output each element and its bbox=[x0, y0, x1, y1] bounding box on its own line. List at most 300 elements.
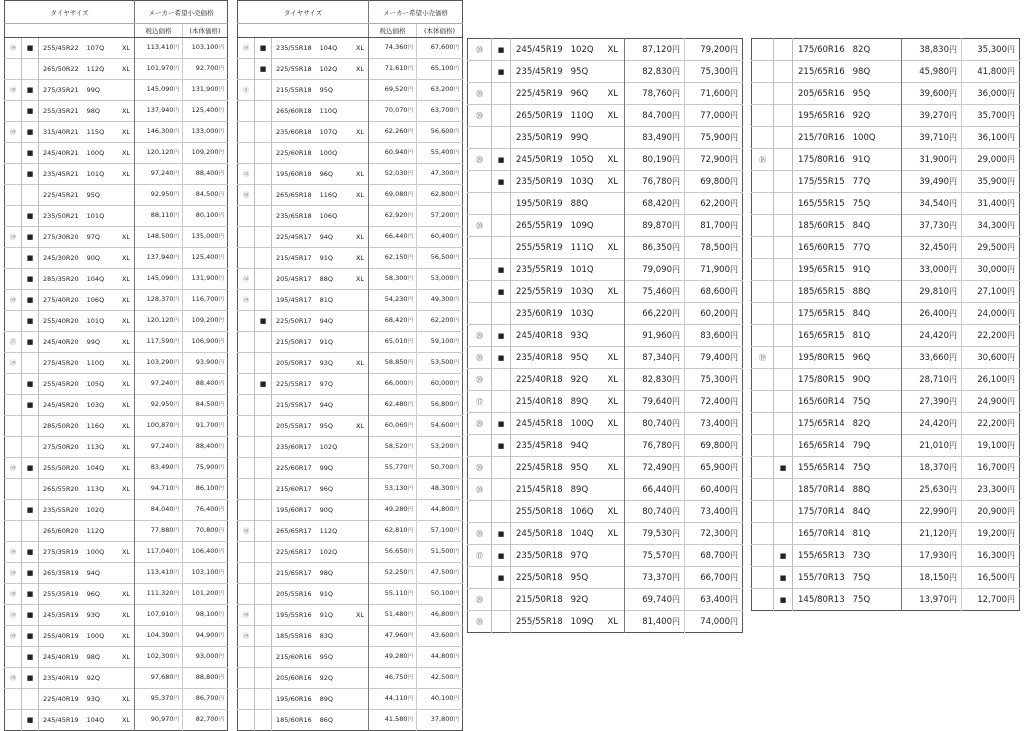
square-mark-cell bbox=[22, 80, 39, 101]
square-mark-cell bbox=[22, 542, 39, 563]
tire-size: 215/55R17 bbox=[276, 400, 312, 409]
load-speed-index: 75Q bbox=[852, 198, 871, 209]
table-row bbox=[468, 523, 743, 545]
circle-number-cell bbox=[5, 395, 22, 416]
tax-included-price: 146,300 bbox=[146, 127, 174, 135]
base-price-cell bbox=[183, 101, 228, 122]
square-mark-cell bbox=[255, 101, 272, 122]
circle-number-cell bbox=[752, 413, 774, 435]
circle-number: ⑲ bbox=[242, 44, 249, 52]
yen-unit: 円 bbox=[1007, 396, 1015, 406]
square-mark-icon: ■ bbox=[779, 551, 787, 560]
circle-number-cell bbox=[238, 80, 255, 101]
tax-included-price: 69,520 bbox=[384, 85, 408, 93]
yen-unit: 円 bbox=[407, 129, 414, 135]
circle-number-cell bbox=[468, 39, 492, 61]
xl-label: XL bbox=[121, 463, 131, 472]
base-price-cell bbox=[183, 248, 228, 269]
tax-included-price: 68,420 bbox=[384, 316, 408, 324]
yen-unit: 円 bbox=[173, 171, 180, 177]
tax-included-price-cell bbox=[369, 122, 417, 143]
base-price-cell bbox=[417, 542, 463, 563]
tire-size-cell bbox=[39, 38, 135, 59]
table-row bbox=[468, 611, 743, 633]
yen-unit: 円 bbox=[672, 286, 680, 296]
yen-unit: 円 bbox=[949, 506, 957, 516]
square-mark-icon: ■ bbox=[497, 573, 505, 582]
tax-included-price: 66,000 bbox=[384, 379, 408, 387]
base-price: 74,000 bbox=[700, 616, 730, 627]
tire-size: 245/45R18 bbox=[516, 418, 563, 429]
circle-number-cell bbox=[5, 416, 22, 437]
square-mark-cell bbox=[492, 545, 511, 567]
table-row bbox=[238, 584, 463, 605]
tax-included-price-cell bbox=[135, 668, 183, 689]
circle-number-cell bbox=[752, 259, 774, 281]
tax-included-price-cell bbox=[625, 105, 685, 127]
load-speed-index: 110Q bbox=[319, 106, 338, 115]
yen-unit: 円 bbox=[407, 108, 414, 114]
tax-included-price: 97,240 bbox=[150, 442, 174, 450]
load-speed-index: 102Q bbox=[319, 547, 338, 556]
tax-included-price: 117,590 bbox=[146, 337, 174, 345]
tire-size-cell bbox=[39, 80, 135, 101]
yen-unit: 円 bbox=[453, 171, 460, 177]
circle-number: ⑲ bbox=[9, 233, 16, 241]
yen-unit: 円 bbox=[949, 264, 957, 274]
base-price-cell bbox=[962, 391, 1020, 413]
tax-included-price-cell bbox=[135, 290, 183, 311]
yen-unit: 円 bbox=[407, 87, 414, 93]
tire-size: 275/40R20 bbox=[43, 295, 79, 304]
tire-size-cell bbox=[793, 281, 902, 303]
yen-unit: 円 bbox=[1007, 176, 1015, 186]
tire-size-cell bbox=[272, 38, 369, 59]
circle-number: ⑱ bbox=[242, 527, 249, 535]
base-price: 86,700 bbox=[195, 694, 219, 702]
tax-included-price-cell bbox=[135, 353, 183, 374]
square-mark-cell bbox=[255, 311, 272, 332]
tire-size: 195/60R16 bbox=[276, 694, 312, 703]
base-price-cell bbox=[962, 83, 1020, 105]
tax-included-price-cell bbox=[135, 563, 183, 584]
tax-included-price-cell bbox=[625, 545, 685, 567]
table-row bbox=[5, 521, 228, 542]
square-mark-cell bbox=[255, 668, 272, 689]
table-row bbox=[752, 83, 1020, 105]
square-mark-cell bbox=[22, 626, 39, 647]
square-mark-cell bbox=[492, 127, 511, 149]
base-price-cell bbox=[417, 437, 463, 458]
tax-included-price-cell bbox=[369, 332, 417, 353]
tire-size: 225/45R17 bbox=[276, 232, 312, 241]
tax-included-price: 56,650 bbox=[384, 547, 408, 555]
circle-number-cell bbox=[238, 458, 255, 479]
tire-size-cell bbox=[511, 303, 625, 325]
circle-number-cell bbox=[238, 626, 255, 647]
table-row bbox=[752, 303, 1020, 325]
circle-number: ⑳ bbox=[476, 89, 483, 98]
base-price-cell bbox=[962, 39, 1020, 61]
tax-included-price: 74,360 bbox=[384, 43, 408, 51]
tire-size: 235/55R19 bbox=[516, 264, 563, 275]
tax-included-price: 41,580 bbox=[384, 715, 408, 723]
tax-included-price-cell bbox=[369, 353, 417, 374]
yen-unit: 円 bbox=[672, 88, 680, 98]
tire-size-cell bbox=[272, 290, 369, 311]
tax-included-price: 81,400 bbox=[642, 616, 672, 627]
yen-unit: 円 bbox=[453, 549, 460, 555]
tax-included-price-cell bbox=[135, 395, 183, 416]
base-price-cell bbox=[183, 626, 228, 647]
yen-unit: 円 bbox=[218, 360, 225, 366]
base-price-cell bbox=[685, 501, 743, 523]
tire-size-cell bbox=[39, 248, 135, 269]
circle-number-cell bbox=[5, 710, 22, 731]
yen-unit: 円 bbox=[407, 318, 414, 324]
load-speed-index: 93Q bbox=[319, 358, 334, 367]
tax-included-price: 18,150 bbox=[919, 572, 949, 583]
square-mark-cell bbox=[774, 413, 793, 435]
tax-included-price: 83,490 bbox=[150, 463, 174, 471]
tax-included-price: 21,120 bbox=[919, 528, 949, 539]
square-mark-icon: ■ bbox=[26, 547, 34, 556]
tax-included-price-cell bbox=[135, 479, 183, 500]
yen-unit: 円 bbox=[949, 440, 957, 450]
tire-size: 205/65R16 bbox=[798, 88, 845, 99]
tax-included-price-cell bbox=[902, 303, 962, 325]
base-price-cell bbox=[183, 80, 228, 101]
base-price: 69,800 bbox=[700, 440, 730, 451]
yen-unit: 円 bbox=[218, 129, 225, 135]
base-price: 42,500 bbox=[430, 673, 454, 681]
load-speed-index: 101Q bbox=[86, 211, 105, 220]
tax-included-price-cell bbox=[902, 83, 962, 105]
tire-size: 225/60R17 bbox=[276, 463, 312, 472]
tire-size-cell bbox=[511, 479, 625, 501]
tax-included-price-cell bbox=[902, 435, 962, 457]
circle-number-cell bbox=[468, 193, 492, 215]
circle-number: ⑪ bbox=[242, 86, 249, 94]
yen-unit: 円 bbox=[218, 297, 225, 303]
tax-included-price: 76,780 bbox=[642, 440, 672, 451]
circle-number: ⑲ bbox=[9, 674, 16, 682]
xl-label: XL bbox=[121, 421, 131, 430]
circle-number-cell bbox=[5, 668, 22, 689]
tire-size-cell bbox=[39, 563, 135, 584]
base-price: 86,100 bbox=[195, 484, 219, 492]
table-row bbox=[238, 80, 463, 101]
tax-included-price: 137,940 bbox=[146, 106, 174, 114]
table-row bbox=[5, 563, 228, 584]
tire-size: 255/35R21 bbox=[43, 106, 79, 115]
yen-unit: 円 bbox=[730, 550, 738, 560]
tire-size: 235/60R18 bbox=[276, 127, 312, 136]
base-price: 41,800 bbox=[977, 66, 1007, 77]
tire-size: 235/65R18 bbox=[276, 211, 312, 220]
tax-included-price-cell bbox=[902, 567, 962, 589]
base-price-cell bbox=[962, 567, 1020, 589]
tire-size: 235/45R21 bbox=[43, 169, 79, 178]
table-row bbox=[752, 347, 1020, 369]
base-price: 20,900 bbox=[977, 506, 1007, 517]
tire-size: 265/65R18 bbox=[276, 190, 312, 199]
yen-unit: 円 bbox=[407, 255, 414, 261]
yen-unit: 円 bbox=[730, 352, 738, 362]
table-row bbox=[752, 105, 1020, 127]
base-price-cell bbox=[685, 589, 743, 611]
tax-included-price: 18,370 bbox=[919, 462, 949, 473]
square-mark-cell bbox=[22, 101, 39, 122]
square-mark-icon: ■ bbox=[26, 295, 34, 304]
table-row bbox=[5, 101, 228, 122]
tire-size: 235/50R18 bbox=[516, 550, 563, 561]
tire-size: 225/45R18 bbox=[516, 462, 563, 473]
load-speed-index: 104Q bbox=[86, 463, 105, 472]
load-speed-index: 75Q bbox=[852, 572, 871, 583]
tax-included-price-cell bbox=[369, 38, 417, 59]
base-price: 93,000 bbox=[195, 652, 219, 660]
table-row bbox=[752, 39, 1020, 61]
base-price: 75,900 bbox=[700, 132, 730, 143]
tire-size: 215/45R17 bbox=[276, 253, 312, 262]
square-mark-cell bbox=[255, 374, 272, 395]
yen-unit: 円 bbox=[218, 675, 225, 681]
load-speed-index: 104Q bbox=[86, 715, 105, 724]
tire-size: 215/60R17 bbox=[276, 484, 312, 493]
yen-unit: 円 bbox=[1007, 374, 1015, 384]
load-speed-index: 77Q bbox=[852, 242, 871, 253]
base-price-cell bbox=[183, 332, 228, 353]
base-price-cell bbox=[417, 143, 463, 164]
square-mark-cell bbox=[22, 374, 39, 395]
table-row bbox=[5, 164, 228, 185]
yen-unit: 円 bbox=[672, 176, 680, 186]
square-mark-cell bbox=[22, 668, 39, 689]
circle-number-cell bbox=[238, 584, 255, 605]
tire-size-cell bbox=[511, 545, 625, 567]
load-speed-index: 81Q bbox=[852, 528, 871, 539]
yen-unit: 円 bbox=[218, 108, 225, 114]
tax-included-price: 58,300 bbox=[384, 274, 408, 282]
circle-number-cell bbox=[468, 325, 492, 347]
load-speed-index: 84Q bbox=[852, 506, 871, 517]
yen-unit: 円 bbox=[949, 132, 957, 142]
square-mark-icon: ■ bbox=[26, 232, 34, 241]
tire-size: 235/55R20 bbox=[43, 505, 79, 514]
base-price-cell bbox=[417, 605, 463, 626]
square-mark-icon: ■ bbox=[497, 419, 505, 428]
base-price: 51,500 bbox=[430, 547, 454, 555]
tax-included-price-cell bbox=[902, 259, 962, 281]
square-mark-icon: ■ bbox=[26, 148, 34, 157]
tax-included-price-cell bbox=[135, 605, 183, 626]
yen-unit: 円 bbox=[407, 360, 414, 366]
xl-label: XL bbox=[607, 396, 618, 407]
yen-unit: 円 bbox=[672, 308, 680, 318]
tire-size: 175/55R15 bbox=[798, 176, 845, 187]
circle-number-cell bbox=[468, 105, 492, 127]
yen-unit: 円 bbox=[730, 396, 738, 406]
yen-unit: 円 bbox=[949, 572, 957, 582]
square-mark-cell bbox=[255, 290, 272, 311]
load-speed-index: 103Q bbox=[570, 308, 594, 319]
tax-included-price: 46,750 bbox=[384, 673, 408, 681]
base-price: 94,900 bbox=[195, 631, 219, 639]
base-price: 53,200 bbox=[430, 442, 454, 450]
tax-included-price: 54,230 bbox=[384, 295, 408, 303]
load-speed-index: 84Q bbox=[852, 308, 871, 319]
load-speed-index: 98Q bbox=[852, 66, 871, 77]
yen-unit: 円 bbox=[453, 129, 460, 135]
tax-included-price: 95,370 bbox=[150, 694, 174, 702]
tax-included-price: 62,260 bbox=[384, 127, 408, 135]
table-row bbox=[5, 605, 228, 626]
square-mark-cell bbox=[492, 523, 511, 545]
tax-included-price-cell bbox=[135, 626, 183, 647]
table-row bbox=[468, 303, 743, 325]
tire-size: 175/70R14 bbox=[798, 506, 845, 517]
square-mark-cell bbox=[492, 237, 511, 259]
circle-number: ⑳ bbox=[476, 45, 483, 54]
tax-included-price: 34,540 bbox=[919, 198, 949, 209]
tax-included-price-cell bbox=[135, 101, 183, 122]
tax-included-price: 128,370 bbox=[146, 295, 174, 303]
base-price-cell bbox=[685, 611, 743, 633]
xl-label: XL bbox=[607, 44, 618, 55]
circle-number-cell bbox=[5, 269, 22, 290]
yen-unit: 円 bbox=[672, 528, 680, 538]
load-speed-index: 101Q bbox=[570, 264, 594, 275]
base-price: 68,600 bbox=[700, 286, 730, 297]
table-row bbox=[238, 647, 463, 668]
square-mark-cell bbox=[22, 647, 39, 668]
yen-unit: 円 bbox=[218, 213, 225, 219]
load-speed-index: 92Q bbox=[86, 673, 101, 682]
base-price: 56,500 bbox=[430, 253, 454, 261]
base-price-cell bbox=[417, 38, 463, 59]
yen-unit: 円 bbox=[453, 381, 460, 387]
circle-number: ⑳ bbox=[476, 485, 483, 494]
square-mark-cell bbox=[255, 584, 272, 605]
header-spacer bbox=[238, 24, 369, 38]
base-price-cell bbox=[417, 164, 463, 185]
square-mark-cell bbox=[492, 281, 511, 303]
circle-number-cell bbox=[5, 38, 22, 59]
yen-unit: 円 bbox=[453, 213, 460, 219]
load-speed-index: 96Q bbox=[86, 589, 101, 598]
base-price-cell bbox=[183, 269, 228, 290]
table-row bbox=[752, 149, 1020, 171]
tire-size-cell bbox=[272, 647, 369, 668]
table-row bbox=[238, 290, 463, 311]
tax-included-price: 70,070 bbox=[384, 106, 408, 114]
square-mark-icon: ■ bbox=[26, 127, 34, 136]
yen-unit: 円 bbox=[730, 330, 738, 340]
tax-included-price: 62,150 bbox=[384, 253, 408, 261]
tire-size: 255/40R19 bbox=[43, 631, 79, 640]
circle-number-cell bbox=[238, 479, 255, 500]
yen-unit: 円 bbox=[1007, 286, 1015, 296]
square-mark-cell bbox=[774, 391, 793, 413]
tax-included-price-cell bbox=[902, 413, 962, 435]
circle-number: ⑲ bbox=[242, 611, 249, 619]
square-mark-icon: ■ bbox=[497, 177, 505, 186]
load-speed-index: 88Q bbox=[852, 484, 871, 495]
yen-unit: 円 bbox=[672, 440, 680, 450]
circle-number-cell bbox=[468, 127, 492, 149]
load-speed-index: 81Q bbox=[852, 330, 871, 341]
table-row bbox=[468, 369, 743, 391]
tire-size-cell bbox=[39, 437, 135, 458]
tire-size: 165/60R15 bbox=[798, 242, 845, 253]
yen-unit: 円 bbox=[407, 591, 414, 597]
table-row bbox=[238, 416, 463, 437]
tax-included-price: 49,280 bbox=[384, 652, 408, 660]
yen-unit: 円 bbox=[407, 339, 414, 345]
base-price: 84,500 bbox=[195, 190, 219, 198]
circle-number-cell bbox=[752, 501, 774, 523]
load-speed-index: 95Q bbox=[86, 190, 101, 199]
yen-unit: 円 bbox=[407, 696, 414, 702]
table-row bbox=[752, 127, 1020, 149]
load-speed-index: 94Q bbox=[319, 316, 334, 325]
square-mark-icon: ■ bbox=[497, 551, 505, 560]
tire-size: 215/65R16 bbox=[798, 66, 845, 77]
yen-unit: 円 bbox=[453, 297, 460, 303]
tire-size: 185/65R15 bbox=[798, 286, 845, 297]
xl-label: XL bbox=[607, 616, 618, 627]
table-row bbox=[468, 545, 743, 567]
square-mark-icon: ■ bbox=[26, 463, 34, 472]
base-price: 79,400 bbox=[700, 352, 730, 363]
base-price: 103,100 bbox=[191, 568, 219, 576]
square-mark-icon: ■ bbox=[26, 505, 34, 514]
circle-number-cell bbox=[238, 290, 255, 311]
square-mark-cell bbox=[22, 479, 39, 500]
circle-number-cell bbox=[468, 171, 492, 193]
base-price: 34,300 bbox=[977, 220, 1007, 231]
circle-number: ⑳ bbox=[476, 111, 483, 120]
square-mark-cell bbox=[774, 39, 793, 61]
table-row bbox=[5, 584, 228, 605]
tire-size-cell bbox=[793, 567, 902, 589]
tire-size-cell bbox=[511, 369, 625, 391]
square-mark-cell bbox=[774, 479, 793, 501]
tire-size: 245/40R21 bbox=[43, 148, 79, 157]
yen-unit: 円 bbox=[949, 374, 957, 384]
tax-included-price-cell bbox=[369, 206, 417, 227]
base-price-cell bbox=[685, 237, 743, 259]
tax-included-price-cell bbox=[135, 458, 183, 479]
square-mark-cell bbox=[774, 589, 793, 611]
xl-label: XL bbox=[355, 169, 365, 178]
tire-size: 225/60R18 bbox=[276, 148, 312, 157]
xl-label: XL bbox=[355, 421, 365, 430]
table-row bbox=[5, 269, 228, 290]
yen-unit: 円 bbox=[949, 154, 957, 164]
square-mark-icon: ■ bbox=[26, 610, 34, 619]
yen-unit: 円 bbox=[1007, 440, 1015, 450]
load-speed-index: 95Q bbox=[319, 85, 334, 94]
base-price: 37,800 bbox=[430, 715, 454, 723]
yen-unit: 円 bbox=[173, 255, 180, 261]
tax-included-price-cell bbox=[369, 416, 417, 437]
base-price: 35,700 bbox=[977, 110, 1007, 121]
yen-unit: 円 bbox=[173, 444, 180, 450]
yen-unit: 円 bbox=[672, 44, 680, 54]
base-price: 62,200 bbox=[430, 316, 454, 324]
